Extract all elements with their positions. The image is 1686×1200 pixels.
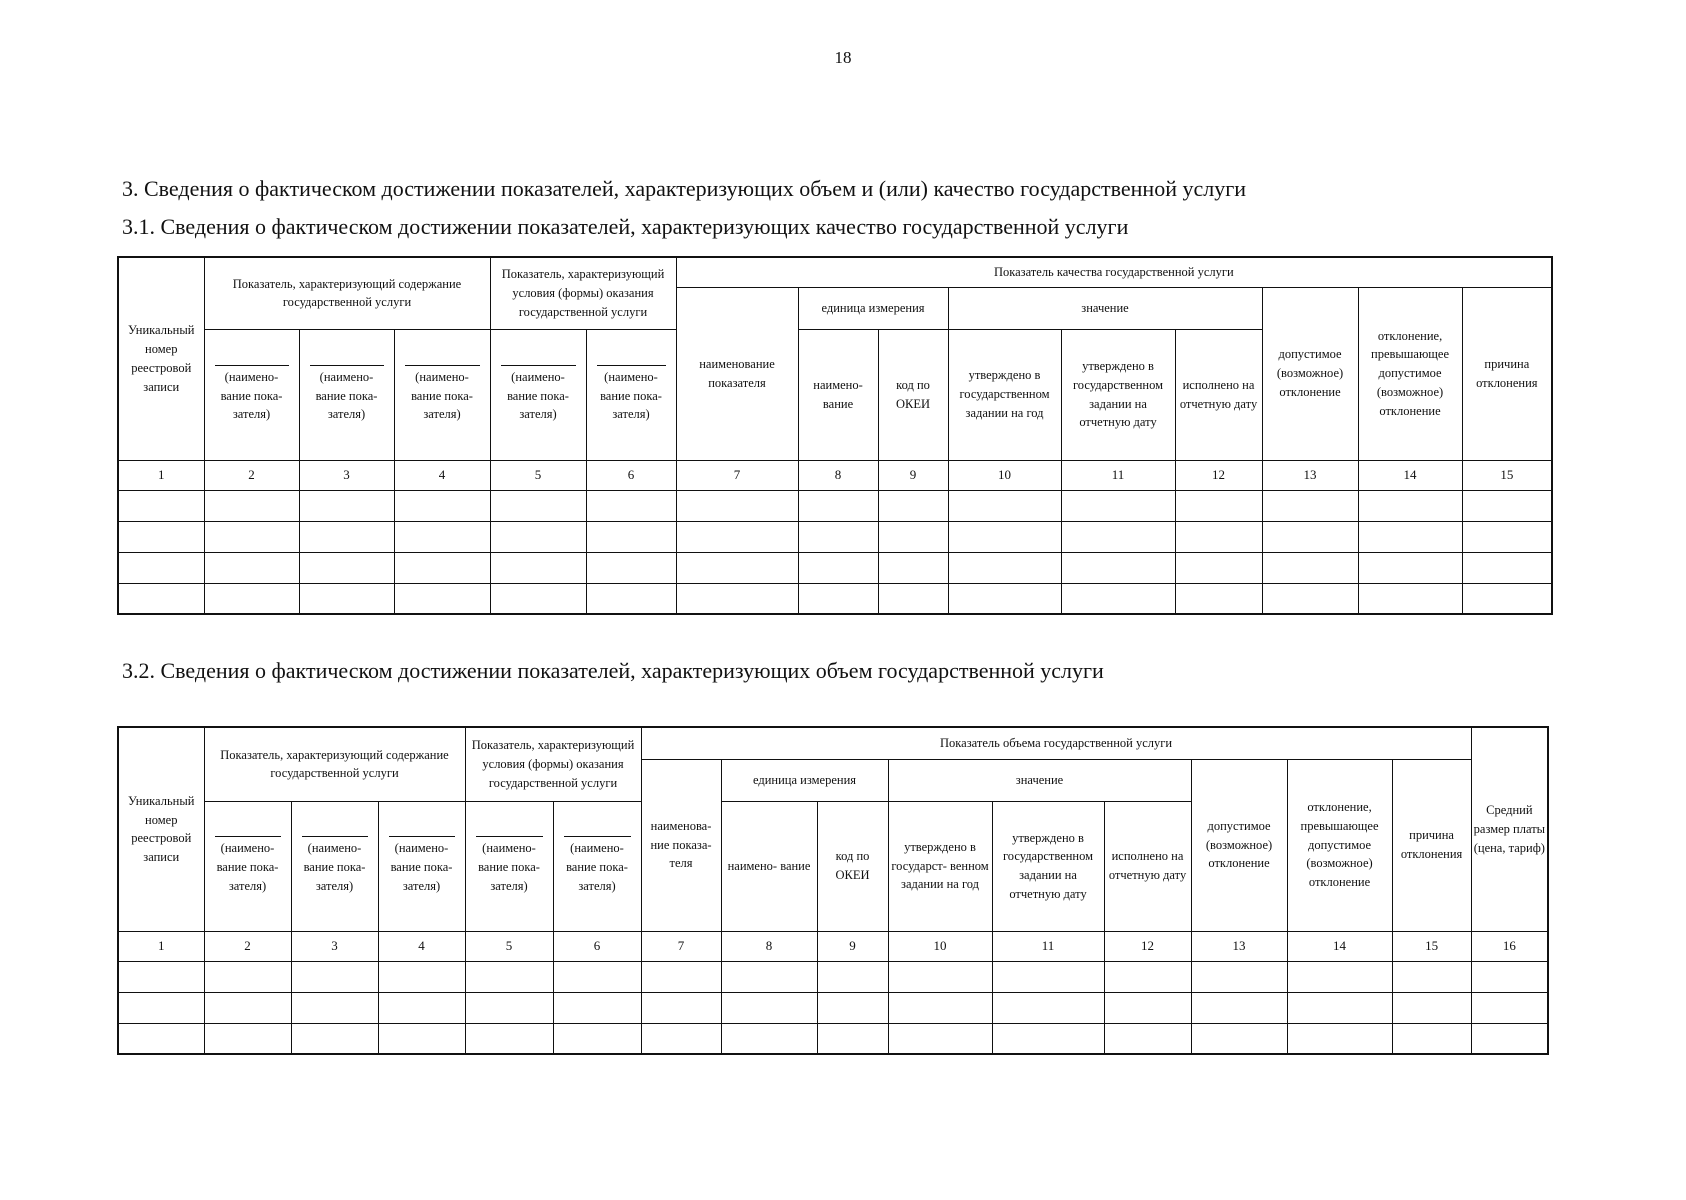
empty-cell[interactable]	[1061, 583, 1175, 614]
header-deviation-reason: причина отклонения	[1392, 759, 1471, 931]
empty-cell[interactable]	[586, 490, 676, 521]
empty-cell[interactable]	[1175, 583, 1262, 614]
empty-cell[interactable]	[299, 552, 394, 583]
sub-indicator-name: (наимено- вание пока- зателя)	[299, 329, 394, 460]
empty-cell[interactable]	[1262, 583, 1358, 614]
header-conditions-indicator: Показатель, характеризующий условия (формы) оказания государственной услуги	[490, 257, 676, 329]
empty-cell[interactable]	[299, 490, 394, 521]
empty-cell[interactable]	[1462, 490, 1552, 521]
column-number: 8	[721, 931, 817, 961]
empty-cell[interactable]	[490, 552, 586, 583]
header-content-indicator: Показатель, характеризующий содержание государственной услуги	[204, 257, 490, 329]
empty-cell[interactable]	[1287, 992, 1392, 1023]
section-3-1-title: 3.1. Сведения о фактическом достижении показателей, характеризующих качество государственной услуги	[122, 214, 1129, 239]
sub-indicator-name: (наимено- вание пока- зателя)	[490, 329, 586, 460]
table-row	[118, 1023, 1548, 1054]
section-3-title: 3. Сведения о фактическом достижении показателей, характеризующих объем и (или) качество государственной услуги	[122, 176, 1247, 201]
empty-cell[interactable]	[992, 1023, 1104, 1054]
sub-indicator-name: (наимено- вание пока- зателя)	[291, 801, 378, 931]
empty-cell[interactable]	[888, 1023, 992, 1054]
empty-cell[interactable]	[1287, 961, 1392, 992]
column-number: 15	[1462, 460, 1552, 490]
empty-cell[interactable]	[394, 583, 490, 614]
empty-cell[interactable]	[118, 583, 204, 614]
empty-cell[interactable]	[1358, 583, 1462, 614]
column-number: 1	[118, 931, 204, 961]
empty-cell[interactable]	[878, 490, 948, 521]
page-number: 18	[834, 48, 852, 67]
column-number: 14	[1358, 460, 1462, 490]
column-number: 6	[553, 931, 641, 961]
column-number: 7	[676, 460, 798, 490]
empty-cell[interactable]	[1061, 552, 1175, 583]
empty-cell[interactable]	[394, 552, 490, 583]
header-quality-indicator: Показатель качества государственной услуги	[676, 257, 1552, 287]
header-value: значение	[888, 759, 1191, 801]
column-numbers-row	[118, 460, 1552, 490]
empty-cell[interactable]	[798, 583, 878, 614]
empty-cell[interactable]	[291, 992, 378, 1023]
header-conditions-indicator: Показатель, характеризующий условия (формы) оказания государственной услуги	[465, 727, 641, 801]
empty-cell[interactable]	[641, 992, 721, 1023]
header-average-fee: Средний размер платы (цена, тариф)	[1471, 727, 1548, 931]
empty-cell[interactable]	[378, 961, 465, 992]
column-number: 11	[992, 931, 1104, 961]
sub-indicator-name: (наимено- вание пока- зателя)	[204, 801, 291, 931]
empty-cell[interactable]	[948, 521, 1061, 552]
empty-cell[interactable]	[465, 992, 553, 1023]
empty-cell[interactable]	[1392, 1023, 1471, 1054]
empty-cell[interactable]	[948, 552, 1061, 583]
table-row	[118, 521, 1552, 552]
empty-cell[interactable]	[798, 552, 878, 583]
empty-cell[interactable]	[721, 992, 817, 1023]
header-volume-indicator: Показатель объема государственной услуги	[641, 727, 1471, 759]
header-approved-year: утверждено в государственном задании на год	[948, 329, 1061, 460]
column-number: 10	[948, 460, 1061, 490]
header-unique-number: Уникальный номер реестровой записи	[118, 257, 204, 460]
header-okei-code: код по ОКЕИ	[878, 329, 948, 460]
header-exceeding-deviation: отклонение, превышающее допустимое (возможное) отклонение	[1287, 759, 1392, 931]
empty-cell[interactable]	[586, 583, 676, 614]
sub-indicator-name: (наимено- вание пока- зателя)	[586, 329, 676, 460]
column-number: 5	[465, 931, 553, 961]
column-number: 12	[1175, 460, 1262, 490]
empty-cell[interactable]	[378, 1023, 465, 1054]
column-number: 6	[586, 460, 676, 490]
empty-cell[interactable]	[1104, 1023, 1191, 1054]
header-unit-name: наимено- вание	[798, 329, 878, 460]
empty-cell[interactable]	[878, 583, 948, 614]
column-number: 16	[1471, 931, 1548, 961]
header-unique-number: Уникальный номер реестровой записи	[118, 727, 204, 931]
column-number: 13	[1262, 460, 1358, 490]
column-number: 9	[878, 460, 948, 490]
empty-cell[interactable]	[1262, 552, 1358, 583]
empty-cell[interactable]	[1262, 490, 1358, 521]
empty-cell[interactable]	[1175, 521, 1262, 552]
empty-cell[interactable]	[118, 490, 204, 521]
column-number: 3	[291, 931, 378, 961]
empty-cell[interactable]	[394, 521, 490, 552]
table-row	[118, 583, 1552, 614]
empty-cell[interactable]	[992, 992, 1104, 1023]
empty-cell[interactable]	[1471, 992, 1548, 1023]
empty-cell[interactable]	[1392, 961, 1471, 992]
empty-cell[interactable]	[1104, 992, 1191, 1023]
column-number: 7	[641, 931, 721, 961]
column-number: 3	[299, 460, 394, 490]
empty-cell[interactable]	[1287, 1023, 1392, 1054]
empty-cell[interactable]	[586, 521, 676, 552]
empty-cell[interactable]	[465, 1023, 553, 1054]
empty-cell[interactable]	[1471, 1023, 1548, 1054]
header-fulfilled: исполнено на отчетную дату	[1175, 329, 1262, 460]
column-number: 1	[118, 460, 204, 490]
empty-cell[interactable]	[676, 552, 798, 583]
empty-cell[interactable]	[291, 1023, 378, 1054]
header-approved-date: утверждено в государственном задании на отчетную дату	[1061, 329, 1175, 460]
empty-cell[interactable]	[204, 552, 299, 583]
table-row	[118, 992, 1548, 1023]
empty-cell[interactable]	[490, 521, 586, 552]
empty-cell[interactable]	[118, 521, 204, 552]
empty-cell[interactable]	[721, 1023, 817, 1054]
empty-cell[interactable]	[118, 992, 204, 1023]
empty-cell[interactable]	[641, 1023, 721, 1054]
table-row	[118, 961, 1548, 992]
empty-cell[interactable]	[1262, 521, 1358, 552]
empty-cell[interactable]	[204, 521, 299, 552]
empty-cell[interactable]	[948, 490, 1061, 521]
empty-cell[interactable]	[888, 961, 992, 992]
sub-indicator-name: (наимено- вание пока- зателя)	[394, 329, 490, 460]
header-value: значение	[948, 287, 1262, 329]
header-fulfilled: исполнено на отчетную дату	[1104, 801, 1191, 931]
column-number: 8	[798, 460, 878, 490]
empty-cell[interactable]	[878, 552, 948, 583]
header-allowed-deviation: допустимое (возможное) отклонение	[1191, 759, 1287, 931]
empty-cell[interactable]	[394, 490, 490, 521]
empty-cell[interactable]	[465, 961, 553, 992]
empty-cell[interactable]	[1358, 490, 1462, 521]
empty-cell[interactable]	[817, 1023, 888, 1054]
empty-cell[interactable]	[676, 583, 798, 614]
empty-cell[interactable]	[291, 961, 378, 992]
empty-cell[interactable]	[1191, 961, 1287, 992]
empty-cell[interactable]	[817, 992, 888, 1023]
empty-cell[interactable]	[553, 1023, 641, 1054]
empty-cell[interactable]	[1358, 552, 1462, 583]
empty-cell[interactable]	[676, 490, 798, 521]
empty-cell[interactable]	[1175, 490, 1262, 521]
empty-cell[interactable]	[1392, 992, 1471, 1023]
empty-cell[interactable]	[1061, 521, 1175, 552]
sub-indicator-name: (наимено- вание пока- зателя)	[204, 329, 299, 460]
header-allowed-deviation: допустимое (возможное) отклонение	[1262, 287, 1358, 460]
empty-cell[interactable]	[1191, 1023, 1287, 1054]
header-okei-code: код по ОКЕИ	[817, 801, 888, 931]
empty-cell[interactable]	[676, 521, 798, 552]
empty-cell[interactable]	[721, 961, 817, 992]
empty-cell[interactable]	[299, 583, 394, 614]
empty-cell[interactable]	[378, 992, 465, 1023]
header-deviation-reason: причина отклонения	[1462, 287, 1552, 460]
empty-cell[interactable]	[299, 521, 394, 552]
header-indicator-name: наименование показателя	[676, 287, 798, 460]
header-unit: единица измерения	[721, 759, 888, 801]
table-row	[118, 490, 1552, 521]
empty-cell[interactable]	[204, 1023, 291, 1054]
empty-cell[interactable]	[553, 992, 641, 1023]
column-numbers-row	[118, 931, 1548, 961]
column-number: 4	[394, 460, 490, 490]
empty-cell[interactable]	[553, 961, 641, 992]
empty-cell[interactable]	[798, 490, 878, 521]
empty-cell[interactable]	[490, 490, 586, 521]
header-unit: единица измерения	[798, 287, 948, 329]
column-number: 5	[490, 460, 586, 490]
empty-cell[interactable]	[204, 992, 291, 1023]
empty-cell[interactable]	[1462, 583, 1552, 614]
empty-cell[interactable]	[118, 961, 204, 992]
column-number: 2	[204, 460, 299, 490]
volume-indicators-table	[117, 726, 1549, 1055]
column-number: 14	[1287, 931, 1392, 961]
header-indicator-name: наименова- ние показа- теля	[641, 759, 721, 931]
sub-indicator-name: (наимено- вание пока- зателя)	[553, 801, 641, 931]
empty-cell[interactable]	[817, 961, 888, 992]
sub-indicator-name: (наимено- вание пока- зателя)	[378, 801, 465, 931]
column-number: 11	[1061, 460, 1175, 490]
header-exceeding-deviation: отклонение, превышающее допустимое (возможное) отклонение	[1358, 287, 1462, 460]
header-content-indicator: Показатель, характеризующий содержание государственной услуги	[204, 727, 465, 801]
column-number: 10	[888, 931, 992, 961]
sub-indicator-name: (наимено- вание пока- зателя)	[465, 801, 553, 931]
column-number: 15	[1392, 931, 1471, 961]
column-number: 13	[1191, 931, 1287, 961]
column-number: 2	[204, 931, 291, 961]
empty-cell[interactable]	[1061, 490, 1175, 521]
empty-cell[interactable]	[888, 992, 992, 1023]
empty-cell[interactable]	[641, 961, 721, 992]
empty-cell[interactable]	[1358, 521, 1462, 552]
empty-cell[interactable]	[204, 583, 299, 614]
table-row	[118, 552, 1552, 583]
header-approved-year: утверждено в государст- венном задании на год	[888, 801, 992, 931]
empty-cell[interactable]	[490, 583, 586, 614]
empty-cell[interactable]	[878, 521, 948, 552]
section-3-2-title: 3.2. Сведения о фактическом достижении показателей, характеризующих объем государственной услуги	[122, 658, 1104, 683]
header-approved-date: утверждено в государственном задании на отчетную дату	[992, 801, 1104, 931]
empty-cell[interactable]	[1191, 992, 1287, 1023]
empty-cell[interactable]	[118, 1023, 204, 1054]
column-number: 4	[378, 931, 465, 961]
empty-cell[interactable]	[992, 961, 1104, 992]
empty-cell[interactable]	[1462, 521, 1552, 552]
quality-indicators-table	[117, 256, 1553, 615]
empty-cell[interactable]	[204, 961, 291, 992]
empty-cell[interactable]	[948, 583, 1061, 614]
column-number: 9	[817, 931, 888, 961]
empty-cell[interactable]	[586, 552, 676, 583]
empty-cell[interactable]	[1462, 552, 1552, 583]
header-unit-name: наимено- вание	[721, 801, 817, 931]
empty-cell[interactable]	[118, 552, 204, 583]
empty-cell[interactable]	[1175, 552, 1262, 583]
empty-cell[interactable]	[1471, 961, 1548, 992]
empty-cell[interactable]	[1104, 961, 1191, 992]
empty-cell[interactable]	[204, 490, 299, 521]
empty-cell[interactable]	[798, 521, 878, 552]
column-number: 12	[1104, 931, 1191, 961]
